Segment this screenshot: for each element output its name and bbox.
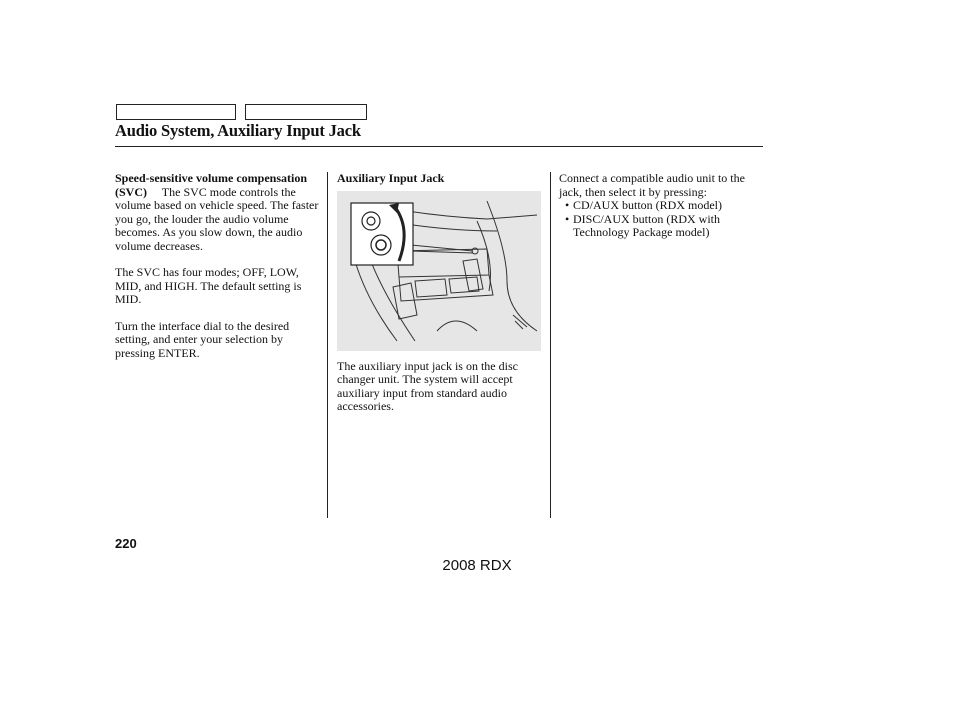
column-svc xyxy=(115,172,320,373)
svc-paragraph xyxy=(115,172,320,253)
page-number: 220 xyxy=(115,536,137,551)
button-list xyxy=(559,199,759,240)
connect-intro: Connect a compatible audio unit to the jack, then select it by pressing: xyxy=(559,171,745,199)
svc-modes-paragraph: The SVC has four modes; OFF, LOW, MID, and HIGH. The default setting is MID. xyxy=(115,265,302,306)
title-divider xyxy=(115,146,763,147)
svc-heading: Speed-sensitive volume compensation (SVC) xyxy=(115,171,307,199)
svc-body: The SVC mode controls the volume based on vehicle speed. The faster you go, the louder the audio volume becomes. As you slow down, the audio volume decreases. xyxy=(115,184,319,253)
footer-model: 2008 RDX xyxy=(442,557,512,574)
aux-jack-description: The auxiliary input jack is on the disc changer unit. The system will accept auxiliary input from standard audio accessories. xyxy=(337,358,518,413)
header-tab-left xyxy=(116,104,236,120)
column-divider-1 xyxy=(327,172,328,518)
svc-dial-paragraph: Turn the interface dial to the desired setting, and enter your selection by pressing ENTER. xyxy=(115,318,290,360)
list-item: • CD/AUX button (RDX model) xyxy=(561,199,759,213)
header-tab-right xyxy=(245,104,367,120)
aux-jack-illustration xyxy=(337,191,541,351)
console-drawing xyxy=(337,191,541,351)
column-divider-2 xyxy=(550,172,551,518)
page-title: Audio System, Auxiliary Input Jack xyxy=(115,121,361,140)
aux-jack-heading: Auxiliary Input Jack xyxy=(337,171,445,185)
list-item: • DISC/AUX button (RDX with Technology Package model) xyxy=(561,213,759,240)
column-aux-jack xyxy=(337,172,545,427)
column-connect xyxy=(559,172,759,240)
